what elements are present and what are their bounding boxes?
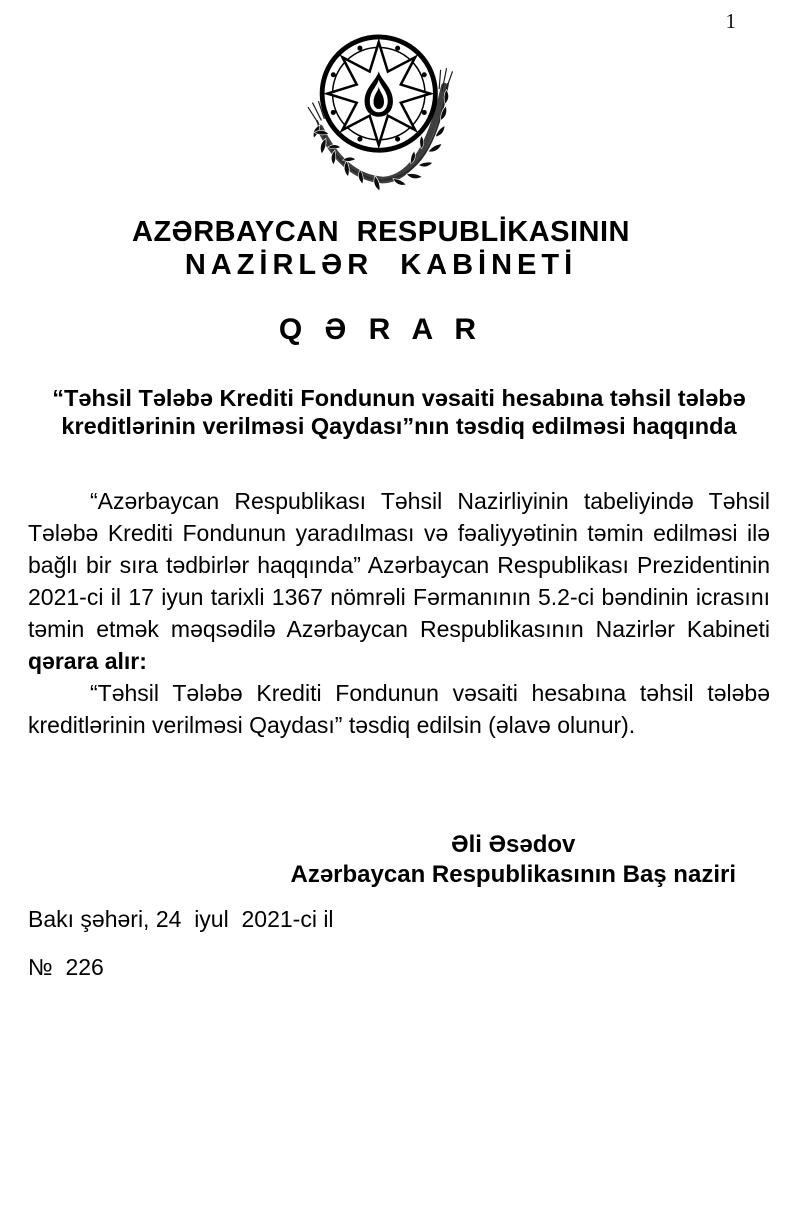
signature-inner xyxy=(291,830,737,890)
azerbaijan-coat-of-arms-icon xyxy=(0,34,762,192)
letterhead xyxy=(0,0,762,348)
signatory-title: Azərbaycan Respublikasının Baş naziri xyxy=(290,861,736,888)
decree-number: № 226 xyxy=(28,954,104,980)
decree-body xyxy=(28,485,770,741)
decree-title: “Təhsil Tələbə Krediti Fondunun vəsaiti hesabına təhsil tələbə kreditlərinin verilməsi Qaydası”nın təsdiq edilməsi haqqında xyxy=(52,385,746,439)
org-name-line1: AZƏRBAYCAN RESPUBLİKASININ xyxy=(132,216,630,248)
org-name-line2: NAZİRLƏR KABİNETİ xyxy=(184,249,578,281)
signature-block xyxy=(28,830,770,890)
document-type-heading: Q Ə R A R xyxy=(278,313,484,346)
resolves-phrase: qərara alır: xyxy=(28,648,147,674)
signatory-name: Əli Əsədov xyxy=(451,831,576,858)
paragraph-resolution: “Təhsil Tələbə Krediti Fondunun vəsaiti hesabına təhsil tələbə kreditlərinin verilməsi Qaydası” təsdiq edilsin (əlavə olunur). xyxy=(28,680,770,738)
paragraph-preamble-text: “Azərbaycan Respublikası Təhsil Nazirliyinin tabeliyində Təhsil Tələbə Krediti Fondunun yaradılması və fəaliyyətinin təmin edilməsi ilə bağlı bir sıra tədbirlər haqqında” Azərbaycan Respublikası Prezidentinin 2021-ci il 17 iyun tarixli 1367 nömrəli Fərmanının 5.2-ci bəndinin icrasını təmin etmək məqsədilə Azərbaycan Respublikasının Nazirlər Kabineti xyxy=(28,488,770,642)
paragraph-preamble xyxy=(28,485,770,677)
place-and-date: Bakı şəhəri, 24 iyul 2021-ci il xyxy=(28,906,334,932)
page-number: 1 xyxy=(725,9,736,33)
